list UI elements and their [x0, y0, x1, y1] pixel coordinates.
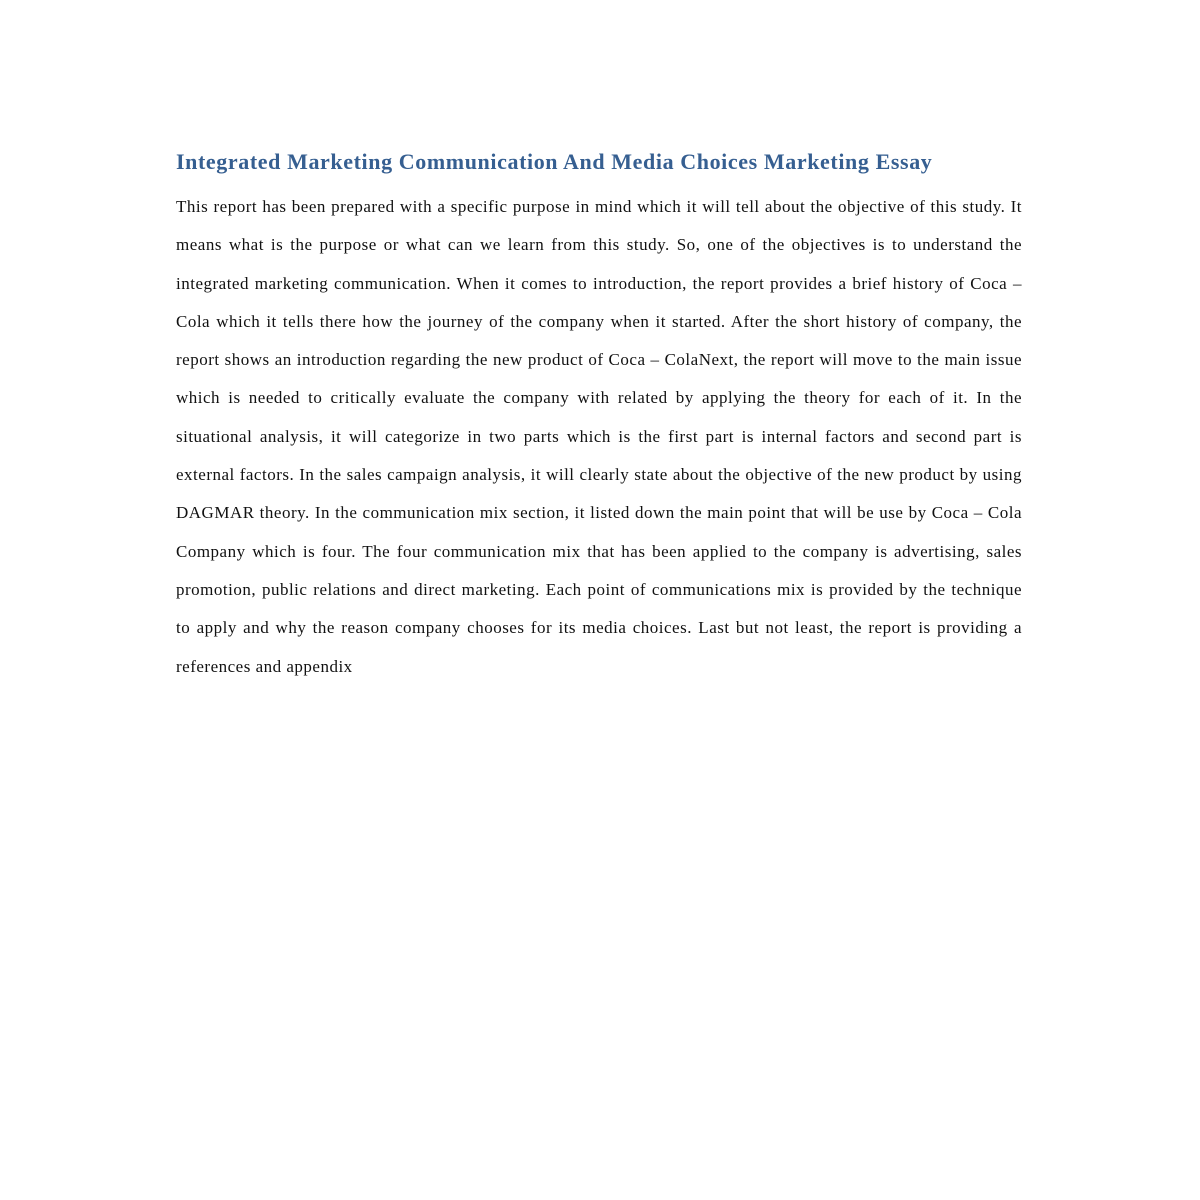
document-page — [176, 138, 1022, 838]
document-body-paragraph: This report has been prepared with a specific purpose in mind which it will tell about the objective of this study. It means what is the purpose or what can we learn from this study. So, one of the objectives is to understand the integrated marketing communication. When it comes to introduction, the report provides a brief history of Coca – Cola which it tells there how the journey of the company when it started. After the short history of company, the report shows an introduction regarding the new product of Coca – ColaNext, the report will move to the main issue which is needed to critically evaluate the company with related by applying the theory for each of it. In the situational analysis, it will categorize in two parts which is the first part is internal factors and second part is external factors. In the sales campaign analysis, it will clearly state about the objective of the new product by using DAGMAR theory. In the communication mix section, it listed down the main point that will be use by Coca – Cola Company which is four. The four communication mix that has been applied to the company is advertising, sales promotion, public relations and direct marketing. Each point of communications mix is provided by the technique to apply and why the reason company chooses for its media choices. Last but not least, the report is providing a references and appendix — [176, 197, 1022, 676]
document-title: Integrated Marketing Communication And Media Choices Marketing Essay — [176, 149, 933, 174]
